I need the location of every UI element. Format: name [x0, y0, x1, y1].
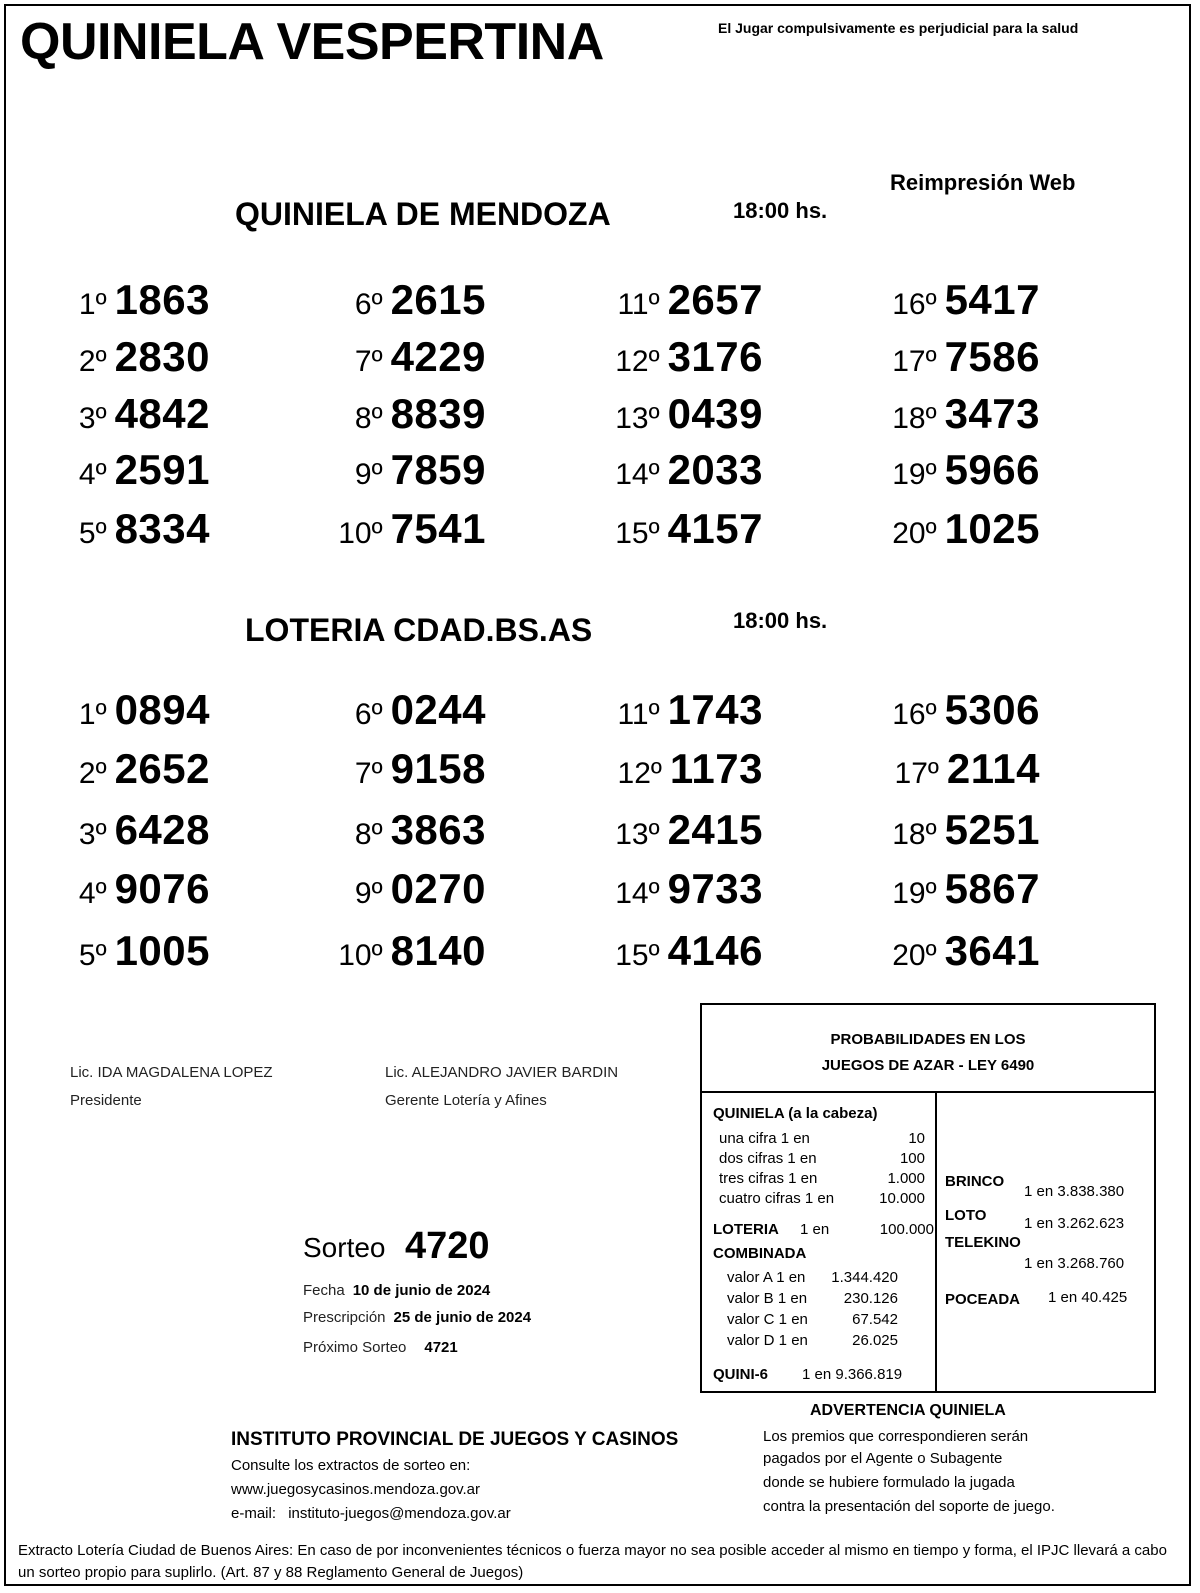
- draw-position: 7º: [354, 345, 383, 378]
- draw-position: 15º: [615, 517, 660, 550]
- draw-result: [890, 806, 1040, 854]
- draw-result: [60, 390, 210, 438]
- draw-position: 8º: [354, 818, 383, 851]
- draw-position: 3º: [78, 402, 107, 435]
- draw-result: [336, 333, 486, 381]
- loteria-odds-label: LOTERIA: [713, 1221, 779, 1238]
- draw-position: 10º: [338, 517, 383, 550]
- probabilities-title-line1: PROBABILIDADES EN LOS: [830, 1031, 1026, 1048]
- draw-number: 9158: [390, 745, 486, 792]
- draw-position: 19º: [892, 877, 937, 910]
- odds-row-label: valor B 1 en: [727, 1290, 808, 1307]
- draw-result: [890, 446, 1040, 494]
- draw-number: 5251: [944, 806, 1040, 853]
- draw-position: 7º: [354, 757, 383, 790]
- probabilities-divider: [935, 1093, 937, 1391]
- proximo-line: [303, 1339, 458, 1356]
- draw-number: 0894: [114, 686, 210, 733]
- telekino-odds-label: TELEKINO: [945, 1234, 1021, 1251]
- draw-position: 8º: [354, 402, 383, 435]
- draw-position: 6º: [354, 698, 383, 731]
- draw-position: 18º: [892, 402, 937, 435]
- reprint-label: Reimpresión Web: [890, 170, 1076, 195]
- draw-result: [890, 276, 1040, 324]
- draw-number: 6428: [114, 806, 210, 853]
- draw-position: 4º: [78, 458, 107, 491]
- draw-position: 3º: [78, 818, 107, 851]
- odds-row-value: 100: [899, 1150, 925, 1167]
- draw-result: [60, 446, 210, 494]
- odds-row-label: tres cifras 1 en: [719, 1170, 818, 1187]
- draw-position: 15º: [615, 939, 660, 972]
- draw-result: [336, 927, 486, 975]
- draw-position: 12º: [617, 757, 662, 790]
- poceada-odds-label: POCEADA: [945, 1291, 1021, 1308]
- draw-result: [613, 505, 763, 553]
- draw-number: 0439: [667, 390, 763, 437]
- odds-row-label: valor C 1 en: [727, 1311, 808, 1328]
- odds-row-value: 26.025: [852, 1332, 898, 1349]
- prescripcion-value: 25 de junio de 2024: [393, 1309, 532, 1326]
- draw-position: 16º: [892, 288, 937, 321]
- odds-row-value: 67.542: [852, 1311, 898, 1328]
- draw-result: [613, 927, 763, 975]
- draw-number: 2615: [390, 276, 486, 323]
- draw-number: 2652: [114, 745, 210, 792]
- footer-disclaimer: Extracto Lotería Ciudad de Buenos Aires: En caso de por inconvenientes técnicos o fuerza mayor no sea posible acceder al mismo en tiempo y forma, el IPJC llevará a cabo un sorteo propio para suplirlo. (Art. 87 y 88 Reglamento General de Juegos): [18, 1542, 1167, 1581]
- odds-row-value: 1.344.420: [831, 1269, 898, 1286]
- signature-block-manager: [385, 1059, 618, 1115]
- draw-result: [890, 865, 1040, 913]
- draw-number: 4229: [390, 333, 486, 380]
- draw-number: 3473: [944, 390, 1040, 437]
- draw-result: [613, 806, 763, 854]
- odds-row-value: 10.000: [879, 1190, 925, 1207]
- institute-email-line: [231, 1505, 511, 1522]
- draw-number: 2415: [667, 806, 763, 853]
- draw-number: 5966: [944, 446, 1040, 493]
- draw-result: [60, 276, 210, 324]
- draw-position: 16º: [892, 698, 937, 731]
- draw-number: 3863: [390, 806, 486, 853]
- draw-result: [890, 927, 1040, 975]
- draw-number: 2657: [667, 276, 763, 323]
- draw-number: 1173: [669, 745, 763, 792]
- loto-odds-label: LOTO: [945, 1207, 987, 1224]
- draw-position: 6º: [354, 288, 383, 321]
- institute-website: www.juegosycasinos.mendoza.gov.ar: [231, 1481, 481, 1498]
- fecha-line: [303, 1282, 490, 1299]
- quini6-odds-label: QUINI-6: [713, 1366, 769, 1383]
- draw-number: 2591: [114, 446, 210, 493]
- draw-result: [613, 865, 763, 913]
- draw-number: 1863: [114, 276, 210, 323]
- draw-result: [890, 333, 1040, 381]
- draw-number: 1005: [114, 927, 210, 974]
- draw-result: [613, 446, 763, 494]
- brinco-odds-label: BRINCO: [945, 1173, 1005, 1190]
- draw-number: 8334: [114, 505, 210, 552]
- draw-result: [890, 686, 1040, 734]
- telekino-odds-value: 1 en 3.268.760: [1024, 1255, 1125, 1272]
- email-label: e-mail:: [231, 1505, 277, 1522]
- draw-position: 18º: [892, 818, 937, 851]
- probabilities-title-line2: JUEGOS DE AZAR - LEY 6490: [821, 1057, 1035, 1074]
- draw-result: [336, 686, 486, 734]
- draw-result: [336, 806, 486, 854]
- draw-position: 5º: [78, 939, 107, 972]
- draw-number: 5417: [944, 276, 1040, 323]
- draw-number: 8839: [390, 390, 486, 437]
- signature-name: Lic. ALEJANDRO JAVIER BARDIN: [385, 1064, 619, 1081]
- draw-result: [613, 276, 763, 324]
- draw-number: 4146: [667, 927, 763, 974]
- draw-position: 12º: [615, 345, 660, 378]
- signature-block-president: [70, 1059, 273, 1115]
- draw-position: 13º: [615, 402, 660, 435]
- odds-row-label: valor A 1 en: [727, 1269, 806, 1286]
- draw-position: 5º: [78, 517, 107, 550]
- odds-row-label: valor D 1 en: [727, 1332, 808, 1349]
- prescripcion-line: [303, 1309, 531, 1326]
- draw-position: 4º: [78, 877, 107, 910]
- draw-number: 3641: [944, 927, 1040, 974]
- odds-row-label: cuatro cifras 1 en: [719, 1190, 835, 1207]
- draw-result: [60, 927, 210, 975]
- odds-row-label: dos cifras 1 en: [719, 1150, 817, 1167]
- draw-number: 2033: [667, 446, 763, 493]
- draw-number: 1025: [944, 505, 1040, 552]
- advertencia-line: pagados por el Agente o Subagente: [763, 1450, 1003, 1467]
- draw-position: 14º: [615, 877, 660, 910]
- draw-result: [890, 390, 1040, 438]
- draw-position: 2º: [78, 757, 107, 790]
- draw-position: 1º: [78, 288, 107, 321]
- signature-role: Gerente Lotería y Afines: [385, 1092, 547, 1109]
- sorteo-label: Sorteo: [303, 1232, 386, 1263]
- health-warning: El Jugar compulsivamente es perjudicial para la salud: [718, 20, 1079, 36]
- draw-result: [336, 505, 486, 553]
- draw-result: [60, 686, 210, 734]
- combinada-odds-title: COMBINADA: [713, 1245, 807, 1262]
- advertencia-line: donde se hubiere formulado la jugada: [763, 1474, 1015, 1491]
- signature-name: Lic. IDA MAGDALENA LOPEZ: [70, 1064, 273, 1081]
- draw-position: 13º: [615, 818, 660, 851]
- draw-position: 2º: [78, 345, 107, 378]
- draw-result: [60, 505, 210, 553]
- draw-number: 8140: [390, 927, 486, 974]
- draw-number: 7541: [390, 505, 486, 552]
- odds-row-value: 10: [908, 1130, 925, 1147]
- draw-number: 2114: [946, 745, 1040, 792]
- institute-consult: Consulte los extractos de sorteo en:: [231, 1457, 471, 1474]
- draw-position: 20º: [892, 939, 937, 972]
- draw-number: 2830: [114, 333, 210, 380]
- draw-result: [890, 745, 1040, 793]
- sorteo-number: 4720: [405, 1225, 490, 1267]
- draw-result: [336, 865, 486, 913]
- draw-position: 9º: [354, 458, 383, 491]
- brinco-odds-value: 1 en 3.838.380: [1024, 1183, 1125, 1200]
- draw-result: [60, 806, 210, 854]
- draw-number: 5306: [944, 686, 1040, 733]
- probabilities-box: [700, 1003, 1156, 1393]
- poceada-odds-value: 1 en 40.425: [1048, 1289, 1128, 1306]
- draw-number: 7586: [944, 333, 1040, 380]
- draw-position: 9º: [354, 877, 383, 910]
- section-title-mendoza: QUINIELA DE MENDOZA: [235, 196, 611, 232]
- draw-position: 14º: [615, 458, 660, 491]
- draw-number: 4157: [667, 505, 763, 552]
- draw-result: [60, 745, 210, 793]
- draw-result: [613, 333, 763, 381]
- odds-row-value: 230.126: [843, 1290, 898, 1307]
- fecha-value: 10 de junio de 2024: [352, 1282, 491, 1299]
- page-title: QUINIELA VESPERTINA: [20, 13, 604, 71]
- advertencia-title: ADVERTENCIA QUINIELA: [810, 1402, 1006, 1419]
- section-time-mendoza: 18:00 hs.: [733, 198, 828, 223]
- draw-result: [336, 446, 486, 494]
- email-value: instituto-juegos@mendoza.gov.ar: [288, 1505, 511, 1522]
- draw-number: 1743: [667, 686, 763, 733]
- fecha-label: Fecha: [303, 1282, 345, 1299]
- draw-number: 3176: [667, 333, 763, 380]
- draw-result: [890, 505, 1040, 553]
- draw-position: 17º: [894, 757, 939, 790]
- quini6-odds-value: 1 en 9.366.819: [802, 1366, 903, 1383]
- draw-result: [613, 390, 763, 438]
- draw-result: [613, 686, 763, 734]
- advertencia-line: contra la presentación del soporte de juego.: [763, 1498, 1055, 1515]
- draw-number: 9076: [114, 865, 210, 912]
- draw-result: [60, 865, 210, 913]
- quiniela-odds-title: QUINIELA (a la cabeza): [713, 1105, 878, 1122]
- loteria-odds-value: 100.000: [879, 1221, 934, 1238]
- draw-position: 10º: [338, 939, 383, 972]
- draw-position: 11º: [617, 288, 660, 321]
- draw-number: 5867: [944, 865, 1040, 912]
- draw-number: 0270: [390, 865, 486, 912]
- signature-role: Presidente: [70, 1092, 142, 1109]
- proximo-value: 4721: [424, 1339, 458, 1356]
- proximo-label: Próximo Sorteo: [303, 1339, 407, 1356]
- draw-position: 19º: [892, 458, 937, 491]
- draw-position: 11º: [617, 698, 660, 731]
- probabilities-header: [702, 1005, 1154, 1093]
- draw-result: [60, 333, 210, 381]
- draw-position: 20º: [892, 517, 937, 550]
- institute-name: INSTITUTO PROVINCIAL DE JUEGOS Y CASINOS: [231, 1429, 679, 1450]
- loto-odds-value: 1 en 3.262.623: [1024, 1215, 1125, 1232]
- draw-result: [336, 390, 486, 438]
- draw-result: [336, 276, 486, 324]
- odds-row-label: una cifra 1 en: [719, 1130, 810, 1147]
- section-time-ciudad: 18:00 hs.: [733, 608, 828, 633]
- draw-number: 9733: [667, 865, 763, 912]
- odds-row-value: 1.000: [887, 1170, 925, 1187]
- draw-result: [613, 745, 763, 793]
- draw-number: 7859: [390, 446, 486, 493]
- draw-position: 1º: [78, 698, 107, 731]
- loteria-odds-text: 1 en: [800, 1221, 830, 1238]
- draw-number: 0244: [390, 686, 486, 733]
- draw-number: 4842: [114, 390, 210, 437]
- prescripcion-label: Prescripción: [303, 1309, 386, 1326]
- draw-result: [336, 745, 486, 793]
- section-title-ciudad: LOTERIA CDAD.BS.AS: [245, 612, 593, 648]
- advertencia-line: Los premios que correspondieren serán: [763, 1428, 1029, 1445]
- draw-position: 17º: [892, 345, 937, 378]
